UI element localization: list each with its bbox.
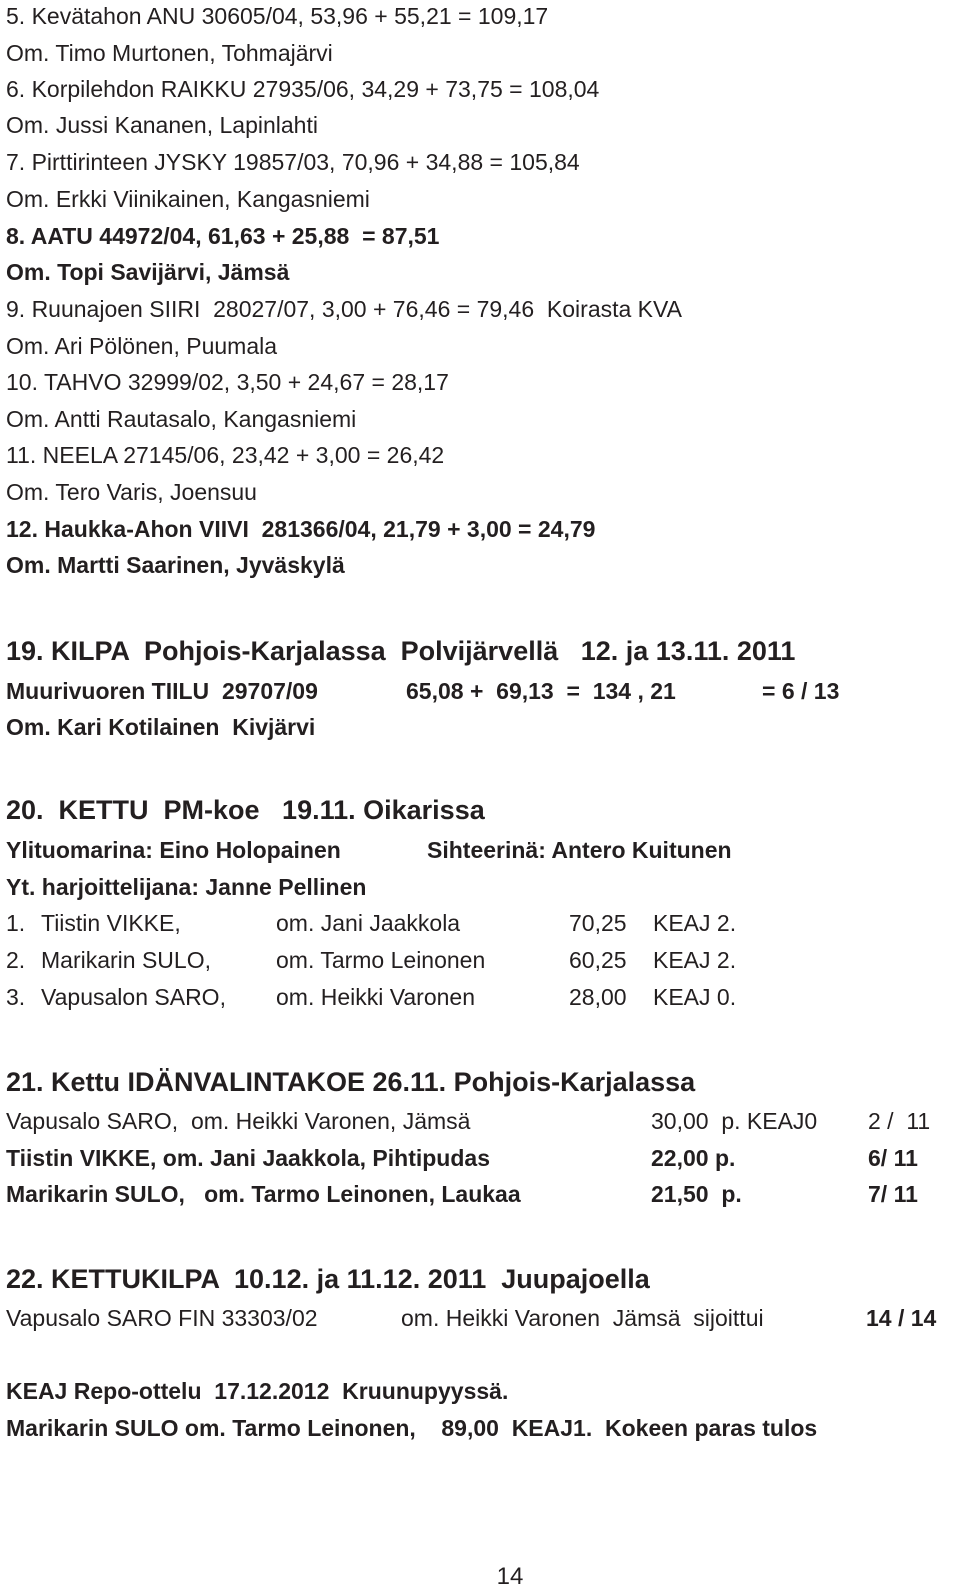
- dog-name: Muurivuoren TIILU 29707/09: [6, 678, 318, 704]
- section-heading: 22. KETTUKILPA 10.12. ja 11.12. 2011 Juupajoella: [6, 1264, 650, 1294]
- owner: om. Heikki Varonen: [276, 984, 475, 1010]
- score: 60,25: [569, 947, 627, 973]
- section-heading: 19. KILPA Pohjois-Karjalassa Polvijärvellä 12. ja 13.11. 2011: [6, 636, 796, 666]
- score: 30,00 p. KEAJ0: [651, 1108, 818, 1134]
- result-row: [0, 909, 960, 937]
- page-number: 14: [496, 1563, 524, 1590]
- placement: 14 / 14: [866, 1305, 937, 1331]
- result-row: [0, 1144, 960, 1172]
- owner-line: Om. Topi Savijärvi, Jämsä: [6, 259, 290, 285]
- owner-line: Om. Kari Kotilainen Kivjärvi: [6, 714, 316, 740]
- owner: om. Jani Jaakkola: [276, 910, 461, 936]
- rank: 2.: [6, 947, 26, 973]
- dog-name: Tiistin VIKKE,: [41, 910, 181, 936]
- owner: om. Heikki Varonen Jämsä sijoittui: [401, 1305, 764, 1331]
- owner-line: Om. Tero Varis, Joensuu: [6, 479, 257, 505]
- dog-and-owner: Marikarin SULO, om. Tarmo Leinonen, Laukaa: [6, 1181, 521, 1207]
- score: 22,00 p.: [651, 1145, 736, 1171]
- owner-line: Om. Jussi Kananen, Lapinlahti: [6, 112, 318, 138]
- result-line: Marikarin SULO om. Tarmo Leinonen, 89,00 KEAJ1. Kokeen paras tulos: [6, 1415, 818, 1441]
- trainer-line: Yt. harjoittelijana: Janne Pellinen: [6, 874, 367, 900]
- section-heading: KEAJ Repo-ottelu 17.12.2012 Kruunupyyssä.: [6, 1378, 509, 1404]
- dog-and-owner: Tiistin VIKKE, om. Jani Jaakkola, Pihtipudas: [6, 1145, 490, 1171]
- score: 28,00: [569, 984, 627, 1010]
- score: 21,50 p.: [651, 1181, 742, 1207]
- award: KEAJ 0.: [653, 984, 737, 1010]
- owner-line: Om. Erkki Viinikainen, Kangasniemi: [6, 186, 370, 212]
- result-row: [0, 983, 960, 1011]
- officials-row: [0, 836, 960, 864]
- score: 65,08 + 69,13 = 134 , 21: [406, 678, 676, 704]
- placement: = 6 / 13: [762, 678, 840, 704]
- owner-line: Om. Timo Murtonen, Tohmajärvi: [6, 40, 333, 66]
- result-row: [0, 946, 960, 974]
- result-row: [0, 1107, 960, 1135]
- placement: 2 / 11: [868, 1108, 931, 1134]
- dog-name: Marikarin SULO,: [41, 947, 211, 973]
- dog-and-owner: Vapusalo SARO, om. Heikki Varonen, Jämsä: [6, 1108, 471, 1134]
- placement: 7/ 11: [868, 1181, 918, 1207]
- result-row: [0, 1304, 960, 1332]
- result-row: [0, 1180, 960, 1208]
- result-line: 5. Kevätahon ANU 30605/04, 53,96 + 55,21 = 109,17: [6, 3, 549, 29]
- award: KEAJ 2.: [653, 947, 737, 973]
- entry-row: [0, 677, 960, 705]
- result-line: 12. Haukka-Ahon VIIVI 281366/04, 21,79 + 3,00 = 24,79: [6, 516, 596, 542]
- result-line: 11. NEELA 27145/06, 23,42 + 3,00 = 26,42: [6, 442, 445, 468]
- rank: 1.: [6, 910, 26, 936]
- result-line: 7. Pirttirinteen JYSKY 19857/03, 70,96 + 34,88 = 105,84: [6, 149, 580, 175]
- result-line: 10. TAHVO 32999/02, 3,50 + 24,67 = 28,17: [6, 369, 449, 395]
- owner-line: Om. Martti Saarinen, Jyväskylä: [6, 552, 345, 578]
- award: KEAJ 2.: [653, 910, 737, 936]
- owner: om. Tarmo Leinonen: [276, 947, 486, 973]
- section-heading: 21. Kettu IDÄNVALINTAKOE 26.11. Pohjois-Karjalassa: [6, 1067, 696, 1097]
- owner-line: Om. Antti Rautasalo, Kangasniemi: [6, 406, 357, 432]
- placement: 6/ 11: [868, 1145, 918, 1171]
- section-heading: 20. KETTU PM-koe 19.11. Oikarissa: [6, 795, 485, 825]
- dog-name: Vapusalon SARO,: [41, 984, 226, 1010]
- result-line: 9. Ruunajoen SIIRI 28027/07, 3,00 + 76,46 = 79,46 Koirasta KVA: [6, 296, 682, 322]
- result-line: 8. AATU 44972/04, 61,63 + 25,88 = 87,51: [6, 223, 440, 249]
- judge: Ylituomarina: Eino Holopainen: [6, 837, 341, 863]
- dog-name: Vapusalo SARO FIN 33303/02: [6, 1305, 318, 1331]
- result-line: 6. Korpilehdon RAIKKU 27935/06, 34,29 + 73,75 = 108,04: [6, 76, 600, 102]
- owner-line: Om. Ari Pölönen, Puumala: [6, 333, 278, 359]
- secretary: Sihteerinä: Antero Kuitunen: [427, 837, 732, 863]
- rank: 3.: [6, 984, 26, 1010]
- score: 70,25: [569, 910, 627, 936]
